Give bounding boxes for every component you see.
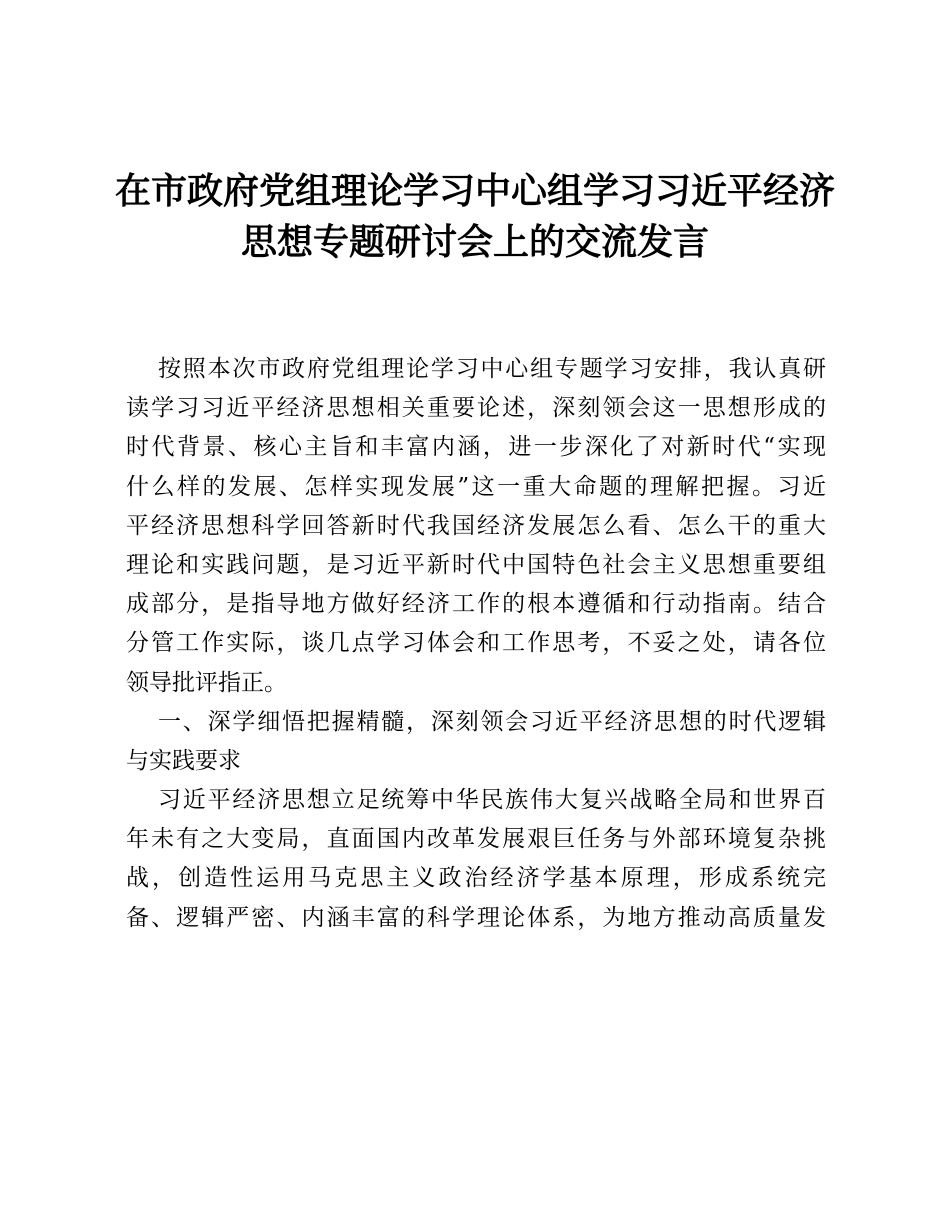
document-title [100, 166, 850, 268]
paragraph-line: 理论和实践问题，是习近平新时代中国特色社会主义思想重要组 [126, 551, 826, 578]
paragraph-line: 时代背景、核心主旨和丰富内涵，进一步深化了对新时代“实现 [126, 434, 826, 461]
title-line-2: 思想专题研讨会上的交流发言 [240, 221, 709, 263]
section-heading-1 [126, 703, 826, 781]
paragraph-line: 领导批评指正。 [126, 669, 287, 696]
heading-line: 一、深学细悟把握精髓，深刻领会习近平经济思想的时代逻辑 [158, 708, 826, 735]
paragraph-line: 习近平经济思想立足统筹中华民族伟大复兴战略全局和世界百 [158, 787, 826, 814]
paragraph-line: 战，创造性运用马克思主义政治经济学基本原理，形成系统完 [126, 865, 826, 892]
paragraph-section-1 [126, 781, 826, 938]
paragraph-intro [126, 350, 826, 703]
paragraph-line: 平经济思想科学回答新时代我国经济发展怎么看、怎么干的重大 [126, 512, 826, 539]
paragraph-line: 按照本次市政府党组理论学习中心组专题学习安排，我认真研 [158, 356, 826, 382]
document-body [126, 350, 826, 938]
paragraph-line: 分管工作实际，谈几点学习体会和工作思考，不妥之处，请各位 [126, 630, 826, 657]
paragraph-line: 备、逻辑严密、内涵丰富的科学理论体系，为地方推动高质量发 [126, 904, 826, 931]
heading-line: 与实践要求 [126, 747, 241, 774]
title-line-1: 在市政府党组理论学习中心组学习习近平经济 [114, 170, 835, 212]
paragraph-line: 读学习习近平经济思想相关重要论述，深刻领会这一思想形成的 [126, 395, 826, 422]
paragraph-line: 成部分，是指导地方做好经济工作的根本遵循和行动指南。结合 [126, 591, 826, 618]
paragraph-line: 什么样的发展、怎样实现发展”这一重大命题的理解把握。习近 [126, 473, 826, 500]
paragraph-line: 年未有之大变局，直面国内改革发展艰巨任务与外部环境复杂挑 [126, 826, 826, 853]
